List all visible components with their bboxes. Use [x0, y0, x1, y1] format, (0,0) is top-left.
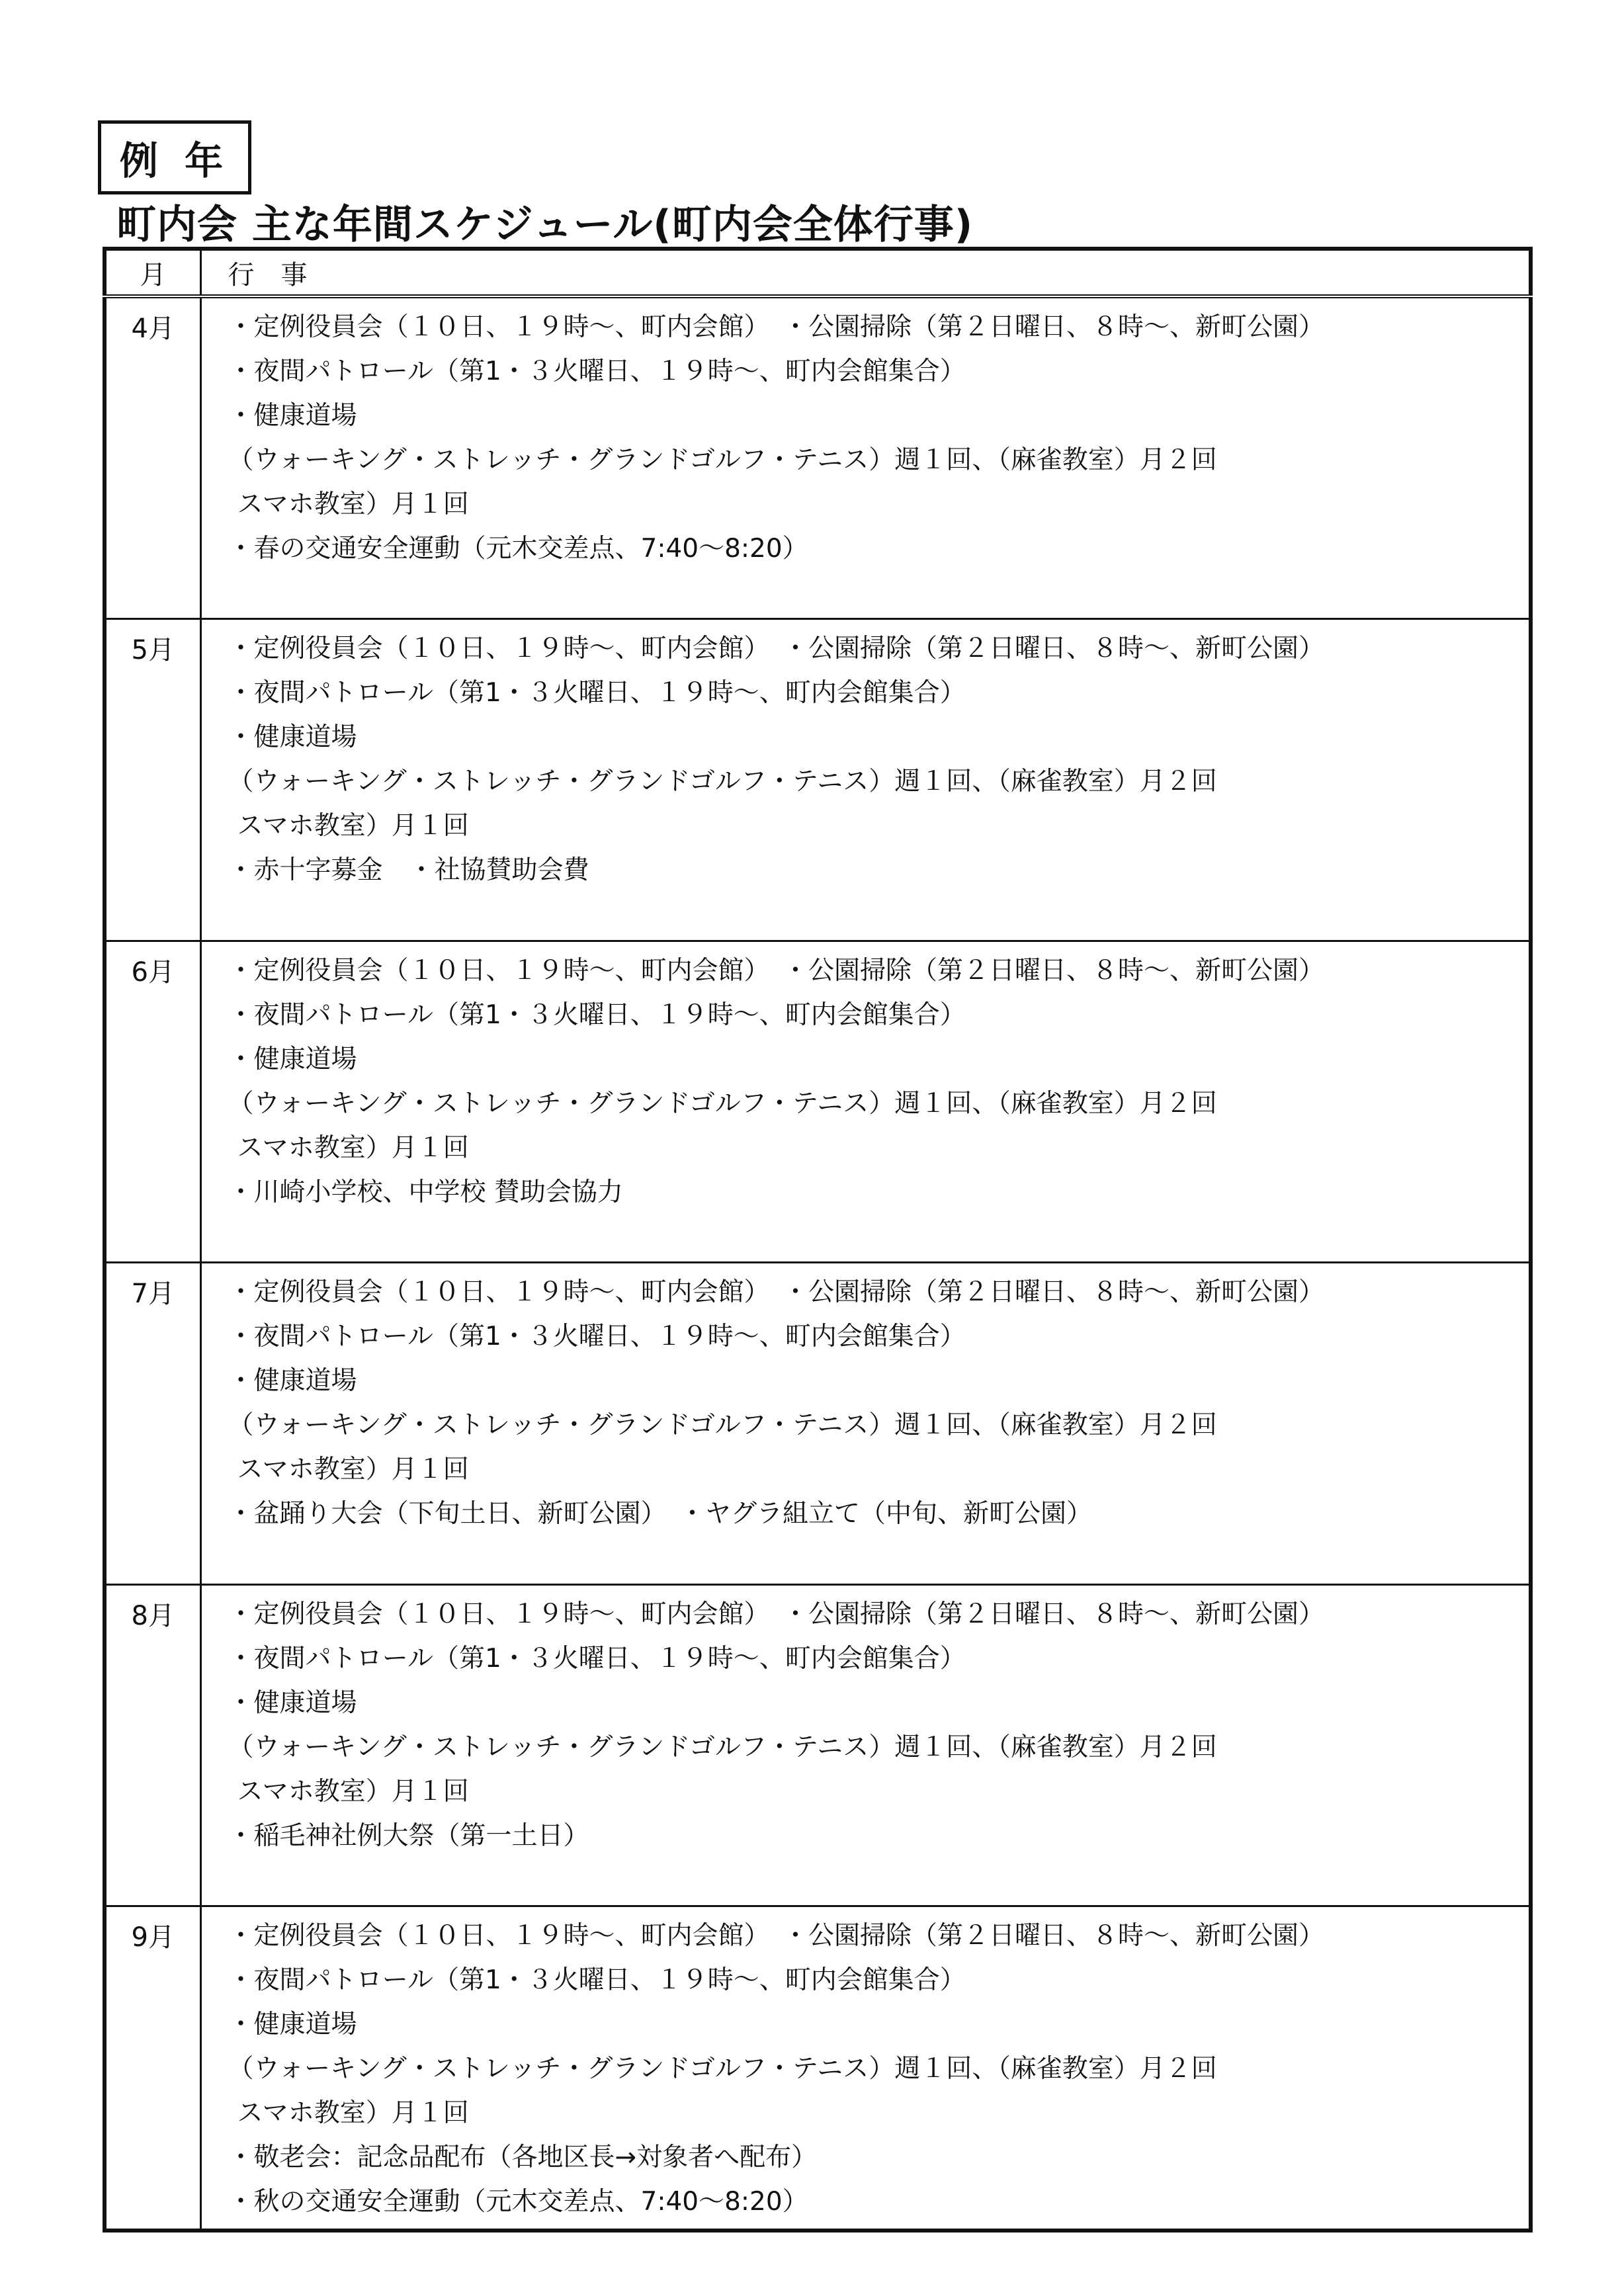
- event-line: スマホ教室）月１回: [237, 811, 469, 841]
- events-cell: [200, 1585, 1531, 1906]
- header-events: 行 事: [200, 249, 1531, 296]
- event-line: （ウォーキング・ストレッチ・グランドゴルフ・テニス）週１回、（麻雀教室）月２回: [228, 445, 1217, 475]
- event-line: スマホ教室）月１回: [237, 1777, 469, 1807]
- event-line: （ウォーキング・ストレッチ・グランドゴルフ・テニス）週１回、（麻雀教室）月２回: [228, 767, 1217, 796]
- month-cell: 4月: [105, 296, 200, 619]
- table-row: [105, 1906, 1531, 2231]
- event-line: ・定例役員会（１０日、１９時～、町内会館） ・公園掃除（第２日曜日、８時～、新町公園）: [228, 1921, 1325, 1951]
- event-line: （ウォーキング・ストレッチ・グランドゴルフ・テニス）週１回、（麻雀教室）月２回: [228, 1089, 1217, 1119]
- events-cell: [200, 1906, 1531, 2231]
- event-line: ・夜間パトロール（第1・３火曜日、１９時～、町内会館集合）: [228, 1965, 966, 1995]
- table-row: [105, 941, 1531, 1263]
- event-line: ・秋の交通安全運動（元木交差点、7:40～8:20）: [228, 2187, 808, 2217]
- event-line: スマホ教室）月１回: [237, 489, 469, 519]
- event-line: ・川崎小学校、中学校 賛助会協力: [228, 1177, 623, 1207]
- month-cell: 7月: [105, 1263, 200, 1585]
- event-line: スマホ教室）月１回: [237, 2098, 469, 2128]
- event-line: ・赤十字募金 ・社協賛助会費: [228, 855, 589, 885]
- table-row: [105, 619, 1531, 941]
- event-line: ・健康道場: [228, 1688, 357, 1718]
- event-line: ・春の交通安全運動（元木交差点、7:40～8:20）: [228, 534, 808, 564]
- event-line: ・定例役員会（１０日、１９時～、町内会館） ・公園掃除（第２日曜日、８時～、新町公園）: [228, 312, 1325, 342]
- event-line: ・定例役員会（１０日、１９時～、町内会館） ・公園掃除（第２日曜日、８時～、新町公園）: [228, 1599, 1325, 1629]
- tag-label: 例 年: [98, 120, 251, 194]
- event-line: ・定例役員会（１０日、１９時～、町内会館） ・公園掃除（第２日曜日、８時～、新町公園）: [228, 1277, 1325, 1307]
- header-month: 月: [105, 249, 200, 296]
- event-line: ・夜間パトロール（第1・３火曜日、１９時～、町内会館集合）: [228, 1000, 966, 1030]
- event-line: ・定例役員会（１０日、１９時～、町内会館） ・公園掃除（第２日曜日、８時～、新町公園）: [228, 634, 1325, 663]
- table-row: [105, 1263, 1531, 1585]
- event-line: ・健康道場: [228, 2010, 357, 2039]
- page-title: 町内会 主な年間スケジュール(町内会全体行事): [116, 202, 974, 248]
- event-line: ・夜間パトロール（第1・３火曜日、１９時～、町内会館集合）: [228, 357, 966, 386]
- event-line: ・健康道場: [228, 401, 357, 431]
- event-line: スマホ教室）月１回: [237, 1133, 469, 1163]
- event-line: （ウォーキング・ストレッチ・グランドゴルフ・テニス）週１回、（麻雀教室）月２回: [228, 1410, 1217, 1440]
- event-line: スマホ教室）月１回: [237, 1455, 469, 1484]
- event-line: （ウォーキング・ストレッチ・グランドゴルフ・テニス）週１回、（麻雀教室）月２回: [228, 1732, 1217, 1762]
- event-line: ・稲毛神社例大祭（第一土日）: [228, 1821, 589, 1851]
- month-cell: 5月: [105, 619, 200, 941]
- month-cell: 8月: [105, 1585, 200, 1906]
- table-row: [105, 296, 1531, 619]
- table-header-row: [105, 249, 1531, 296]
- events-cell: [200, 619, 1531, 941]
- event-line: ・夜間パトロール（第1・３火曜日、１９時～、町内会館集合）: [228, 1322, 966, 1351]
- event-line: ・夜間パトロール（第1・３火曜日、１９時～、町内会館集合）: [228, 1644, 966, 1674]
- month-cell: 9月: [105, 1906, 200, 2231]
- month-cell: 6月: [105, 941, 200, 1263]
- event-line: （ウォーキング・ストレッチ・グランドゴルフ・テニス）週１回、（麻雀教室）月２回: [228, 2054, 1217, 2084]
- events-cell: [200, 941, 1531, 1263]
- event-line: ・健康道場: [228, 1044, 357, 1074]
- schedule-table: [103, 247, 1533, 2232]
- event-line: ・健康道場: [228, 1366, 357, 1396]
- event-line: ・敬老会：記念品配布（各地区長→対象者へ配布）: [228, 2143, 818, 2172]
- event-line: ・定例役員会（１０日、１９時～、町内会館） ・公園掃除（第２日曜日、８時～、新町公園）: [228, 956, 1325, 986]
- event-line: ・健康道場: [228, 722, 357, 752]
- events-cell: [200, 1263, 1531, 1585]
- table-row: [105, 1585, 1531, 1906]
- events-cell: [200, 296, 1531, 619]
- event-line: ・夜間パトロール（第1・３火曜日、１９時～、町内会館集合）: [228, 678, 966, 708]
- event-line: ・盆踊り大会（下旬土日、新町公園） ・ヤグラ組立て（中旬、新町公園）: [228, 1499, 1093, 1529]
